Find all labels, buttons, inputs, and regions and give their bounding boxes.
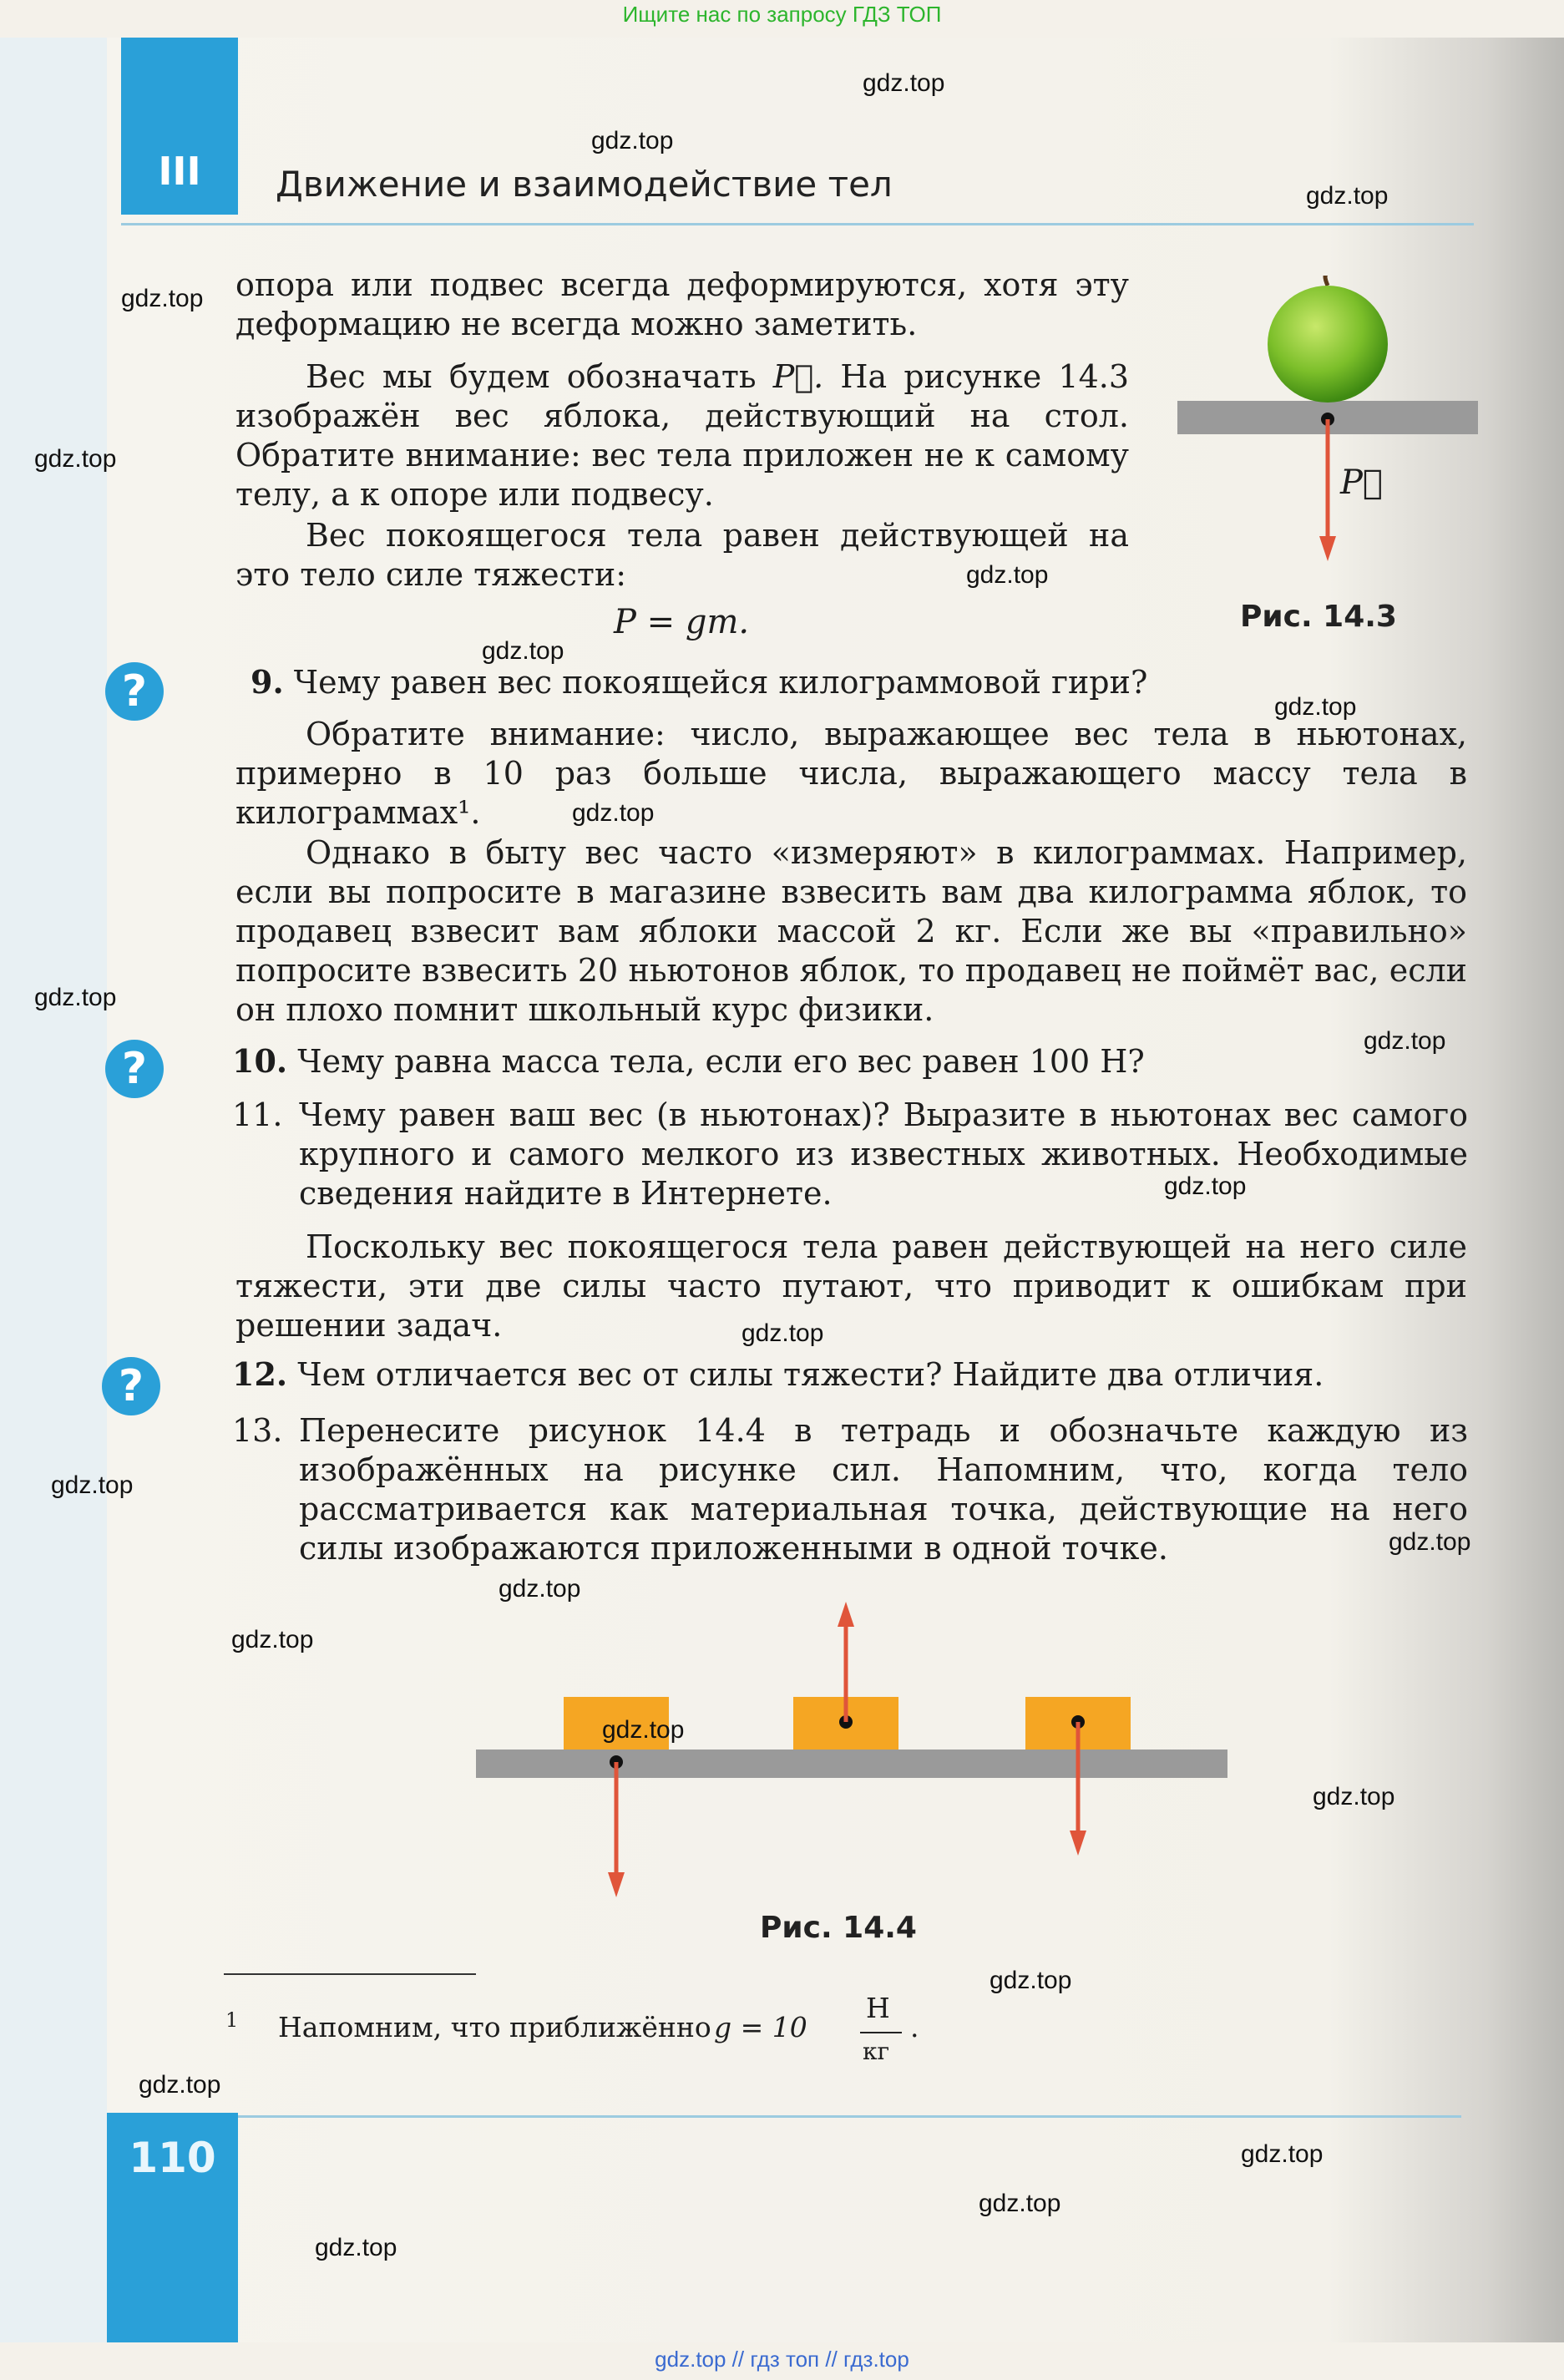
question-text: Чему равна масса тела, если его вес равен 100 Н? <box>297 1043 1145 1080</box>
question-11-text: Чему равен ваш вес (в ньютонах)? Выразите в ньютонах вес самого крупного и самого мелкого из известных животных. Необходимые сведения найдите в Интернете. <box>299 1096 1468 1212</box>
paragraph-2 <box>235 357 1129 514</box>
watermark: gdz.top <box>1389 1528 1471 1556</box>
watermark: gdz.top <box>966 561 1049 589</box>
chapter-number-box <box>121 38 238 215</box>
watermark: gdz.top <box>121 285 204 312</box>
surface <box>476 1750 1227 1778</box>
footnote-end: . <box>910 2011 919 2043</box>
watermark: gdz.top <box>34 445 117 473</box>
watermark: gdz.top <box>863 69 945 97</box>
watermark: gdz.top <box>1364 1027 1446 1055</box>
footnote-mark: 1 <box>225 2008 239 2032</box>
figure-14-4 <box>468 1595 1236 1904</box>
watermark: gdz.top <box>990 1967 1072 1994</box>
question-13-number: 13. <box>232 1412 283 1449</box>
watermark: gdz.top <box>51 1471 134 1499</box>
watermark: gdz.top <box>1241 2140 1324 2168</box>
watermark: gdz.top <box>1274 693 1357 721</box>
header-rule <box>121 223 1474 225</box>
fig-14-3-caption: Рис. 14.3 <box>1240 600 1397 634</box>
paragraph-2-b: На рисунке 14.3 изображён вес яблока, действующий на стол. Обратите внимание: вес тела приложен не к самому телу, а к опоре или подвесу. <box>235 358 1130 513</box>
watermark: gdz.top <box>231 1626 314 1653</box>
apple <box>1268 286 1388 403</box>
footnote-formula: g = 10 <box>714 2011 807 2043</box>
question-number: 9. <box>251 663 284 701</box>
watermark: gdz.top <box>591 127 674 154</box>
paragraph-6: Поскольку вес покоящегося тела равен действующей на него силе тяжести, эти две силы часто путают, что приводит к ошибкам при решении задач. <box>235 1228 1467 1344</box>
page-number: 110 <box>129 2134 216 2182</box>
footnote-numerator: Н <box>866 1992 890 2024</box>
question-13-text: Перенесите рисунок 14.4 в тетрадь и обозначьте каждую из изображённых на рисунке сил. Напомним, что, когда тело рассматривается как материальная точка, действующие на него силы изображаются приложенными в одной точке. <box>299 1412 1468 1567</box>
bottom-banner[interactable]: gdz.top // гдз топ // гдз.top <box>655 2347 909 2372</box>
watermark: gdz.top <box>602 1716 685 1744</box>
question-icon: ? <box>105 662 164 721</box>
weight-formula: P = gm. <box>614 603 750 641</box>
top-banner[interactable]: Ищите нас по запросу ГДЗ ТОП <box>622 2 942 27</box>
footer-rule <box>121 2115 1461 2118</box>
watermark: gdz.top <box>34 984 117 1011</box>
weight-arrowhead <box>1319 536 1336 561</box>
arrowhead-1 <box>608 1872 625 1897</box>
footnote-text: Напомним, что приближённо <box>278 2011 711 2043</box>
fraction-bar <box>860 2032 902 2033</box>
paragraph-3: Вес покоящегося тела равен действующей на это тело силе тяжести: <box>235 517 1129 593</box>
figure-14-3 <box>1169 276 1486 585</box>
footnote-denominator: кг <box>863 2038 890 2065</box>
question-text: Чему равен вес покоящейся килограммовой гири? <box>293 664 1148 701</box>
footnote-rule <box>224 1973 476 1975</box>
watermark: gdz.top <box>315 2234 397 2261</box>
question-number: 10. <box>232 1042 288 1080</box>
watermark: gdz.top <box>742 1319 824 1347</box>
question-icon: ? <box>102 1357 160 1415</box>
paragraph-5: Однако в быту вес часто «измеряют» в килограммах. Например, если вы попросите в магазине взвесить вам два килограмма яблок, то продавец взвесит вам яблоки массой 2 кг. Если же вы «правильно» попросите взвесить 20 ньютонов яблок, то продавец не поймёт вас, если он плохо помнит школьный курс физики. <box>235 834 1467 1028</box>
question-11-number: 11. <box>232 1096 283 1133</box>
paragraph-1: опора или подвес всегда деформируются, хотя эту деформацию не всегда можно заметить. <box>235 266 1129 342</box>
paragraph-2-a: Вес мы будем обозначать <box>306 358 773 395</box>
watermark: gdz.top <box>499 1575 581 1603</box>
fig-14-4-caption: Рис. 14.4 <box>760 1911 917 1945</box>
watermark: gdz.top <box>1306 182 1389 210</box>
question-12 <box>232 1355 1468 1395</box>
watermark: gdz.top <box>1164 1172 1247 1200</box>
watermark: gdz.top <box>139 2071 221 2099</box>
watermark: gdz.top <box>572 799 655 827</box>
question-text: Чем отличается вес от силы тяжести? Найдите два отличия. <box>297 1356 1324 1393</box>
watermark: gdz.top <box>979 2190 1061 2217</box>
left-margin-band <box>0 38 107 2342</box>
chapter-title: Движение и взаимодействие тел <box>276 164 893 205</box>
question-10 <box>232 1041 1468 1081</box>
arrowhead-2 <box>838 1602 854 1627</box>
fig-14-3-label: P⃗ <box>1340 463 1383 502</box>
arrowhead-3 <box>1070 1831 1086 1856</box>
weight-symbol: P⃗. <box>772 358 824 395</box>
apple-stem <box>1325 276 1328 286</box>
question-number: 12. <box>232 1355 288 1393</box>
chapter-number: III <box>158 149 201 194</box>
watermark: gdz.top <box>1313 1783 1395 1810</box>
paragraph-4: Обратите внимание: число, выражающее вес тела в ньютонах, примерно в 10 раз больше числа, выражающего массу тела в килограммах¹. <box>235 716 1467 831</box>
watermark: gdz.top <box>482 637 564 665</box>
question-icon: ? <box>105 1040 164 1098</box>
